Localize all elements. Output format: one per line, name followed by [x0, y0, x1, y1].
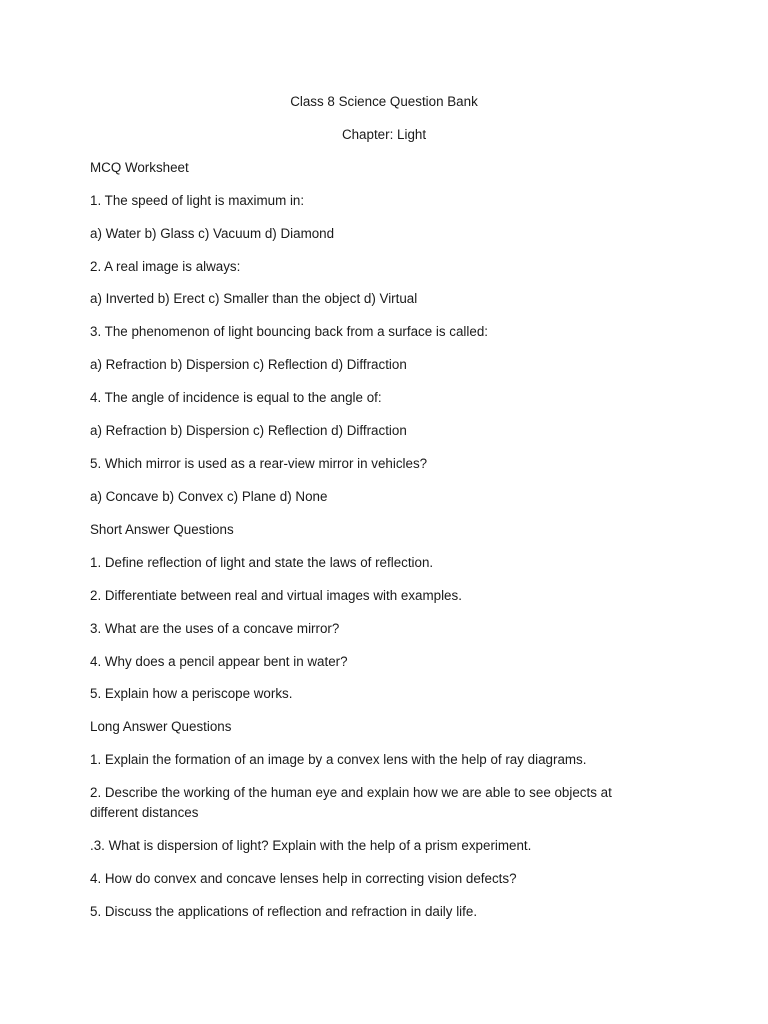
short-answer-question-1: 1. Define reflection of light and state the laws of reflection. [90, 555, 434, 570]
long-answer-question-2: 2. Describe the working of the human eye and explain how we are able to see objects at different distances [90, 785, 612, 820]
short-answer-question-2: 2. Differentiate between real and virtual images with examples. [90, 588, 462, 603]
chapter-title: Chapter: Light [341, 127, 427, 142]
short-answer-question-5: 5. Explain how a periscope works. [90, 686, 293, 701]
document-title: Class 8 Science Question Bank [290, 94, 478, 109]
mcq-heading: MCQ Worksheet [90, 160, 189, 175]
mcq-question-4: 4. The angle of incidence is equal to the angle of: [90, 390, 382, 405]
mcq-options-3: a) Refraction b) Dispersion c) Reflection d) Diffraction [90, 357, 407, 372]
long-answer-heading: Long Answer Questions [90, 719, 232, 734]
long-answer-question-5: 5. Discuss the applications of reflection and refraction in daily life. [90, 904, 478, 919]
mcq-options-2: a) Inverted b) Erect c) Smaller than the object d) Virtual [90, 291, 418, 306]
mcq-options-5: a) Concave b) Convex c) Plane d) None [90, 489, 328, 504]
mcq-question-1: 1. The speed of light is maximum in: [90, 193, 305, 208]
short-answer-heading: Short Answer Questions [90, 522, 234, 537]
short-answer-question-3: 3. What are the uses of a concave mirror? [90, 621, 340, 636]
long-answer-question-3: .3. What is dispersion of light? Explain with the help of a prism experiment. [90, 838, 532, 853]
mcq-question-3: 3. The phenomenon of light bouncing back from a surface is called: [90, 324, 488, 339]
short-answer-question-4: 4. Why does a pencil appear bent in water? [90, 654, 348, 669]
long-answer-question-4: 4. How do convex and concave lenses help in correcting vision defects? [90, 871, 517, 886]
mcq-options-4: a) Refraction b) Dispersion c) Reflection d) Diffraction [90, 423, 407, 438]
mcq-question-5: 5. Which mirror is used as a rear-view mirror in vehicles? [90, 456, 428, 471]
long-answer-question-1: 1. Explain the formation of an image by a convex lens with the help of ray diagrams. [90, 752, 587, 767]
mcq-question-2: 2. A real image is always: [90, 259, 241, 274]
mcq-options-1: a) Water b) Glass c) Vacuum d) Diamond [90, 226, 335, 241]
